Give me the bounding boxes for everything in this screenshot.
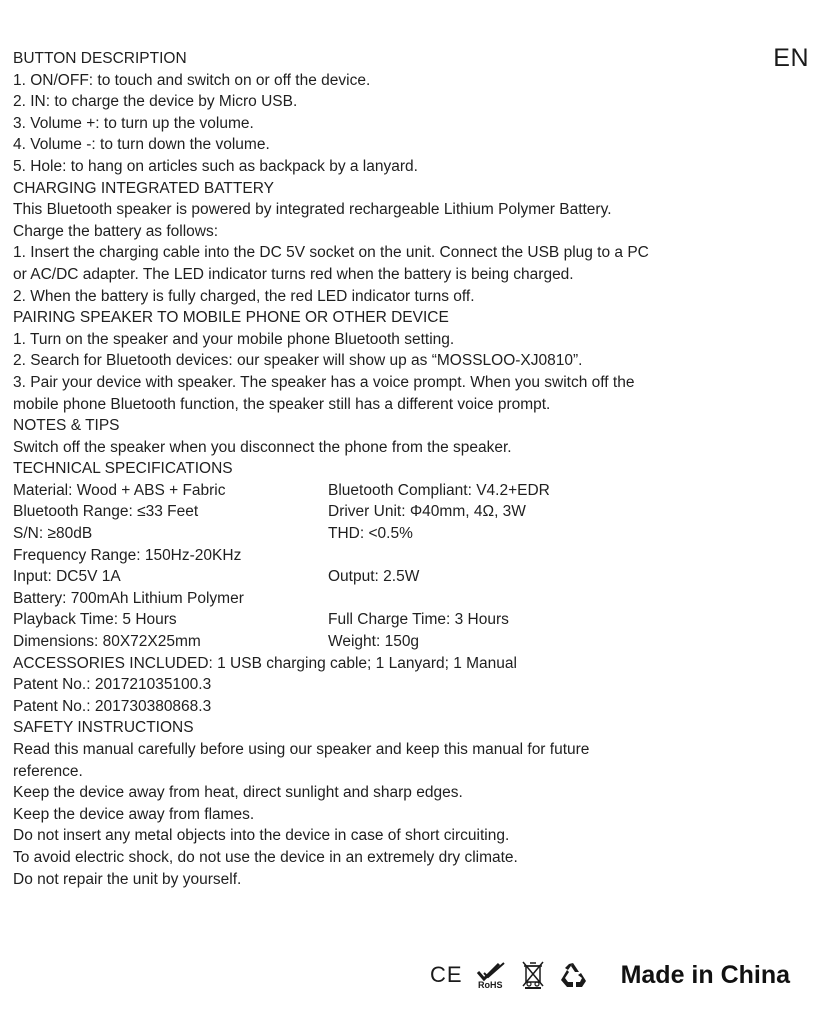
compliance-footer xyxy=(430,955,790,995)
text-line: This Bluetooth speaker is powered by integrated rechargeable Lithium Polymer Battery. xyxy=(13,201,612,219)
spec-left: Frequency Range: 150Hz-20KHz xyxy=(13,546,242,564)
section-heading: SAFETY INSTRUCTIONS xyxy=(13,719,194,737)
spec-row xyxy=(13,501,813,523)
spec-right: Bluetooth Compliant: V4.2+EDR xyxy=(328,481,550,499)
rohs-icon xyxy=(475,960,509,990)
text-line: 1. ON/OFF: to touch and switch on or off the device. xyxy=(13,71,371,89)
section-heading: BUTTON DESCRIPTION xyxy=(13,50,187,67)
spec-right: Output: 2.5W xyxy=(328,568,420,586)
text-line: Patent No.: 201730380868.3 xyxy=(13,697,212,715)
spec-row xyxy=(13,545,813,567)
spec-left: Bluetooth Range: ≤33 Feet xyxy=(13,503,199,521)
rohs-label: RoHS xyxy=(477,980,503,990)
spec-row xyxy=(13,480,813,502)
spec-row xyxy=(13,523,813,545)
text-line: Patent No.: 201721035100.3 xyxy=(13,676,212,694)
recycle-icon xyxy=(557,960,589,990)
spec-right xyxy=(328,545,813,567)
spec-row xyxy=(13,609,813,631)
ce-mark-icon: CE xyxy=(430,962,463,987)
text-line: 2. Search for Bluetooth devices: our speaker will show up as “MOSSLOO-XJ0810”. xyxy=(13,352,583,370)
text-line: 5. Hole: to hang on articles such as backpack by a lanyard. xyxy=(13,157,418,175)
weee-bin-icon xyxy=(521,960,545,990)
text-line: ACCESSORIES INCLUDED: 1 USB charging cable; 1 Lanyard; 1 Manual xyxy=(13,654,517,672)
spec-row xyxy=(13,631,813,653)
spec-right: THD: <0.5% xyxy=(328,525,413,543)
section-heading: PAIRING SPEAKER TO MOBILE PHONE OR OTHER DEVICE xyxy=(13,309,449,327)
spec-right: Driver Unit: Φ40mm, 4Ω, 3W xyxy=(328,503,526,521)
text-line: Charge the battery as follows: xyxy=(13,222,219,240)
section-heading: NOTES & TIPS xyxy=(13,417,120,435)
spec-row xyxy=(13,566,813,588)
text-line: Read this manual carefully before using our speaker and keep this manual for future xyxy=(13,741,590,758)
text-line: Switch off the speaker when you disconnect the phone from the speaker. xyxy=(13,438,512,456)
text-line: 1. Turn on the speaker and your mobile phone Bluetooth setting. xyxy=(13,330,455,348)
manual-text xyxy=(13,48,813,890)
section-heading: CHARGING INTEGRATED BATTERY xyxy=(13,179,274,197)
text-line: Do not repair the unit by yourself. xyxy=(13,870,242,888)
text-line: reference. xyxy=(13,762,83,780)
spec-right xyxy=(328,588,813,610)
text-line: 3. Pair your device with speaker. The speaker has a voice prompt. When you switch off the xyxy=(13,373,635,391)
spec-left: Playback Time: 5 Hours xyxy=(13,611,177,629)
spec-row xyxy=(13,588,813,610)
text-line: To avoid electric shock, do not use the device in an extremely dry climate. xyxy=(13,848,518,866)
text-line: Keep the device away from heat, direct sunlight and sharp edges. xyxy=(13,784,463,802)
text-line: 2. When the battery is fully charged, the red LED indicator turns off. xyxy=(13,287,475,305)
spec-left: Battery: 700mAh Lithium Polymer xyxy=(13,589,244,607)
text-line: Do not insert any metal objects into the device in case of short circuiting. xyxy=(13,827,510,845)
text-line: 2. IN: to charge the device by Micro USB. xyxy=(13,93,298,111)
text-line: 4. Volume -: to turn down the volume. xyxy=(13,136,270,154)
section-heading: TECHNICAL SPECIFICATIONS xyxy=(13,460,233,478)
text-line: Keep the device away from flames. xyxy=(13,805,255,823)
spec-left: Input: DC5V 1A xyxy=(13,568,121,586)
spec-left: Material: Wood + ABS + Fabric xyxy=(13,481,226,499)
spec-left: S/N: ≥80dB xyxy=(13,525,93,543)
spec-right: Weight: 150g xyxy=(328,633,420,651)
text-line: 1. Insert the charging cable into the DC 5V socket on the unit. Connect the USB plug to a PC xyxy=(13,244,649,262)
text-line: 3. Volume +: to turn up the volume. xyxy=(13,114,254,132)
text-line: or AC/DC adapter. The LED indicator turns red when the battery is being charged. xyxy=(13,265,574,283)
made-in-label: Made in China xyxy=(620,960,791,989)
text-line: mobile phone Bluetooth function, the speaker still has a different voice prompt. xyxy=(13,395,551,413)
spec-right: Full Charge Time: 3 Hours xyxy=(328,611,509,629)
language-code: EN xyxy=(773,44,809,72)
spec-left: Dimensions: 80X72X25mm xyxy=(13,633,201,651)
